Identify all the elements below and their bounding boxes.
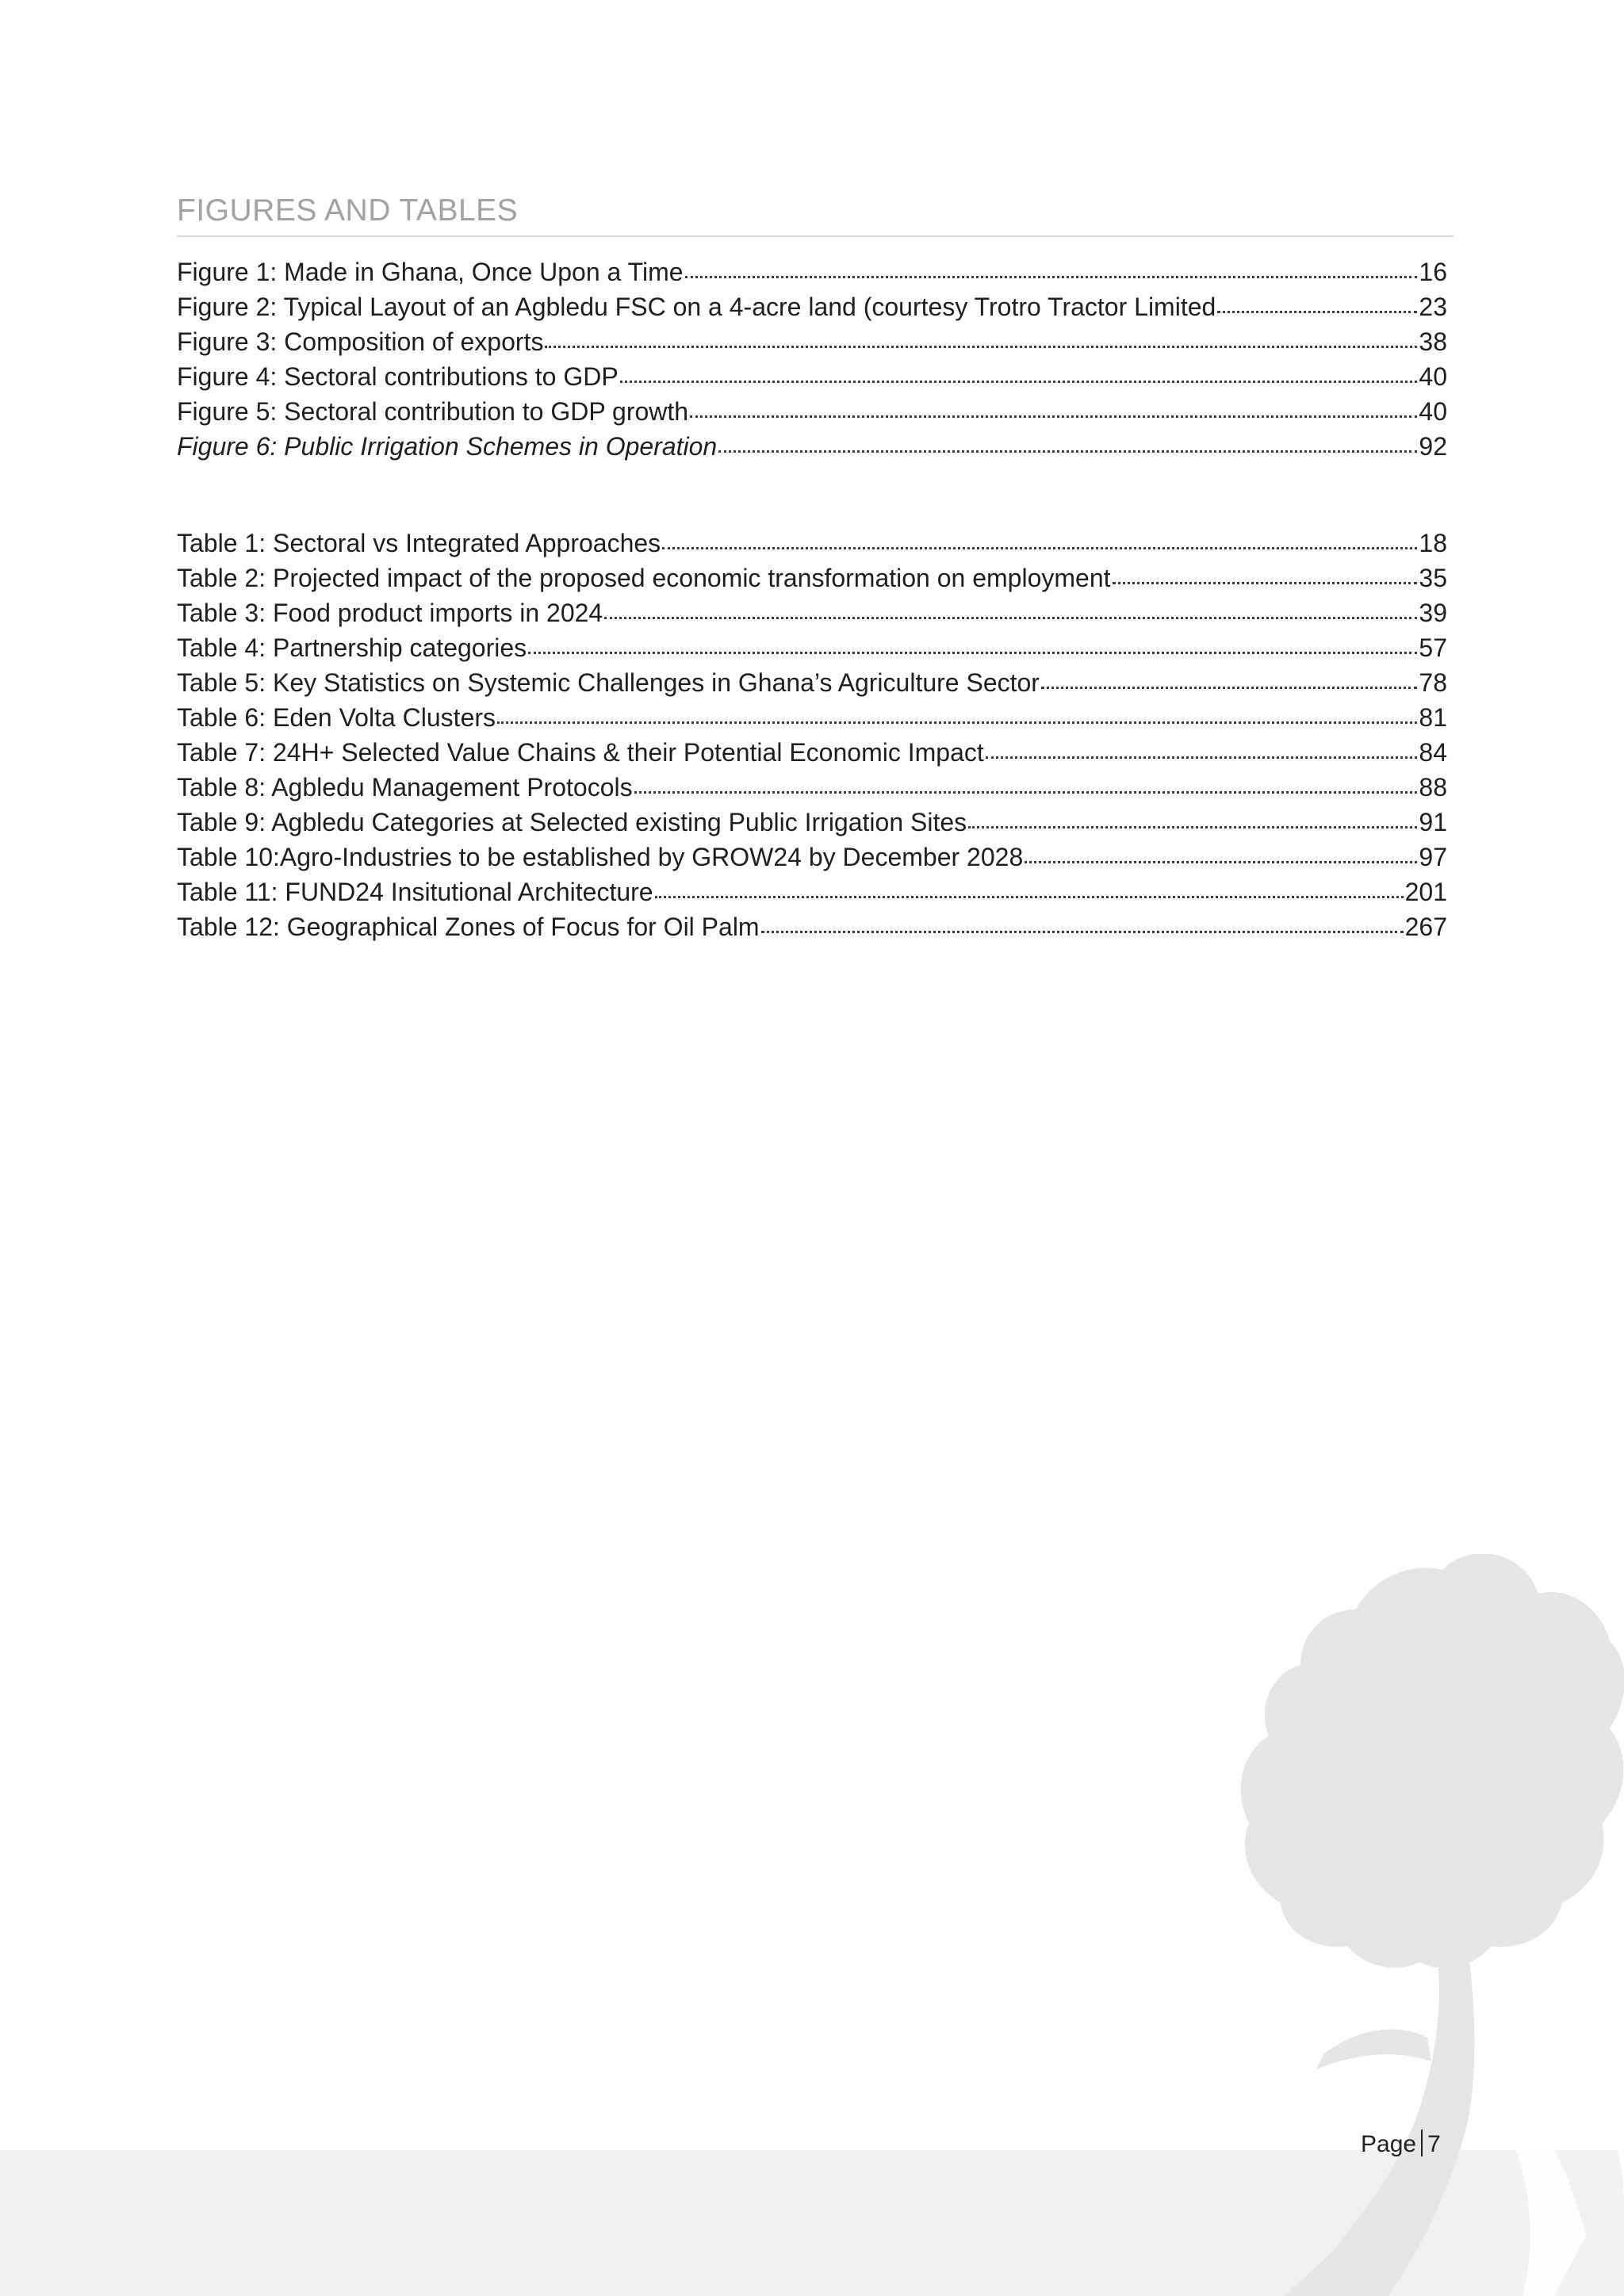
entry-title: Figure 5: Sectoral contribution to GDP growth bbox=[177, 397, 689, 426]
toc-entry-table-5[interactable] bbox=[177, 665, 1447, 700]
entry-page: 92 bbox=[1419, 432, 1447, 461]
toc-entry-table-11[interactable] bbox=[177, 874, 1447, 909]
entry-title: Table 2: Projected impact of the proposed economic transformation on employment bbox=[177, 564, 1111, 592]
entry-title: Table 9: Agbledu Categories at Selected existing Public Irrigation Sites bbox=[177, 808, 967, 836]
dot-leader bbox=[1041, 687, 1417, 689]
dot-leader bbox=[761, 931, 1404, 933]
entry-title: Figure 3: Composition of exports bbox=[177, 327, 544, 356]
toc-entry-table-6[interactable] bbox=[177, 700, 1447, 735]
entry-page: 16 bbox=[1419, 258, 1447, 286]
dot-leader bbox=[662, 547, 1417, 549]
toc-section bbox=[177, 193, 1447, 944]
toc-entry-table-12[interactable] bbox=[177, 909, 1447, 944]
toc-entry-table-8[interactable] bbox=[177, 770, 1447, 805]
entry-page: 84 bbox=[1419, 738, 1447, 767]
entry-title: Table 3: Food product imports in 2024 bbox=[177, 599, 603, 627]
dot-leader bbox=[1025, 861, 1417, 863]
entry-title: Table 12: Geographical Zones of Focus for Oil Palm bbox=[177, 913, 760, 941]
entry-title: Table 1: Sectoral vs Integrated Approaches bbox=[177, 529, 661, 557]
entry-page: 78 bbox=[1419, 668, 1447, 697]
toc-entry-table-10[interactable] bbox=[177, 840, 1447, 874]
entry-page: 23 bbox=[1419, 293, 1447, 321]
entry-page: 18 bbox=[1419, 529, 1447, 557]
entry-title: Figure 6: Public Irrigation Schemes in Operation bbox=[177, 432, 718, 461]
dot-leader bbox=[497, 721, 1417, 724]
tables-list bbox=[177, 526, 1447, 944]
entry-page: 40 bbox=[1419, 362, 1447, 391]
page-label: Page bbox=[1361, 2131, 1417, 2157]
toc-entry-figure-2[interactable] bbox=[177, 289, 1447, 324]
page-number-value: 7 bbox=[1427, 2131, 1441, 2157]
entry-page: 88 bbox=[1419, 773, 1447, 802]
tree-silhouette-icon bbox=[1237, 1554, 1624, 2296]
toc-entry-figure-3[interactable] bbox=[177, 324, 1447, 359]
dot-leader bbox=[634, 791, 1418, 794]
entry-title: Table 11: FUND24 Insitutional Architecture bbox=[177, 878, 653, 906]
toc-entry-table-9[interactable] bbox=[177, 805, 1447, 840]
toc-entry-table-3[interactable] bbox=[177, 595, 1447, 630]
entry-title: Table 4: Partnership categories bbox=[177, 633, 527, 662]
entry-title: Table 5: Key Statistics on Systemic Challenges in Ghana’s Agriculture Sector bbox=[177, 668, 1040, 697]
toc-entry-table-1[interactable] bbox=[177, 526, 1447, 561]
dot-leader bbox=[968, 826, 1417, 828]
toc-entry-table-4[interactable] bbox=[177, 630, 1447, 665]
toc-entry-figure-5[interactable] bbox=[177, 394, 1447, 429]
toc-entry-figure-4[interactable] bbox=[177, 359, 1447, 394]
entry-title: Figure 4: Sectoral contributions to GDP bbox=[177, 362, 619, 391]
entry-page: 40 bbox=[1419, 397, 1447, 426]
entry-title: Table 6: Eden Volta Clusters bbox=[177, 703, 496, 732]
toc-entry-table-7[interactable] bbox=[177, 735, 1447, 770]
entry-title: Figure 2: Typical Layout of an Agbledu FSC on a 4-acre land (courtesy Trotro Tractor Limited bbox=[177, 293, 1216, 321]
dot-leader bbox=[986, 756, 1418, 759]
section-heading: FIGURES AND TABLES bbox=[177, 193, 1454, 237]
entry-page: 81 bbox=[1419, 703, 1447, 732]
page-separator bbox=[1421, 2130, 1423, 2156]
dot-leader bbox=[655, 896, 1404, 898]
entry-page: 35 bbox=[1419, 564, 1447, 592]
dot-leader bbox=[690, 415, 1417, 418]
dot-leader bbox=[718, 450, 1417, 453]
toc-entry-figure-6[interactable] bbox=[177, 429, 1447, 464]
dot-leader bbox=[604, 617, 1417, 619]
entry-page: 97 bbox=[1419, 843, 1447, 871]
entry-page: 91 bbox=[1419, 808, 1447, 836]
dot-leader bbox=[1217, 311, 1417, 313]
entry-title: Table 8: Agbledu Management Protocols bbox=[177, 773, 633, 802]
entry-page: 38 bbox=[1419, 327, 1447, 356]
entry-title: Table 10:Agro-Industries to be established by GROW24 by December 2028 bbox=[177, 843, 1024, 871]
entry-page: 267 bbox=[1404, 913, 1447, 941]
entry-page: 39 bbox=[1419, 599, 1447, 627]
dot-leader bbox=[685, 276, 1418, 278]
entry-title: Table 7: 24H+ Selected Value Chains & their Potential Economic Impact bbox=[177, 738, 984, 767]
entry-page: 57 bbox=[1419, 633, 1447, 662]
toc-entry-figure-1[interactable] bbox=[177, 254, 1447, 289]
figures-list bbox=[177, 254, 1447, 464]
entry-title: Figure 1: Made in Ghana, Once Upon a Time bbox=[177, 258, 684, 286]
dot-leader bbox=[1113, 582, 1418, 584]
dot-leader bbox=[545, 346, 1417, 348]
toc-entry-table-2[interactable] bbox=[177, 561, 1447, 595]
dot-leader bbox=[528, 652, 1417, 654]
entry-page: 201 bbox=[1404, 878, 1447, 906]
dot-leader bbox=[620, 381, 1418, 383]
page-number bbox=[1361, 2130, 1441, 2158]
